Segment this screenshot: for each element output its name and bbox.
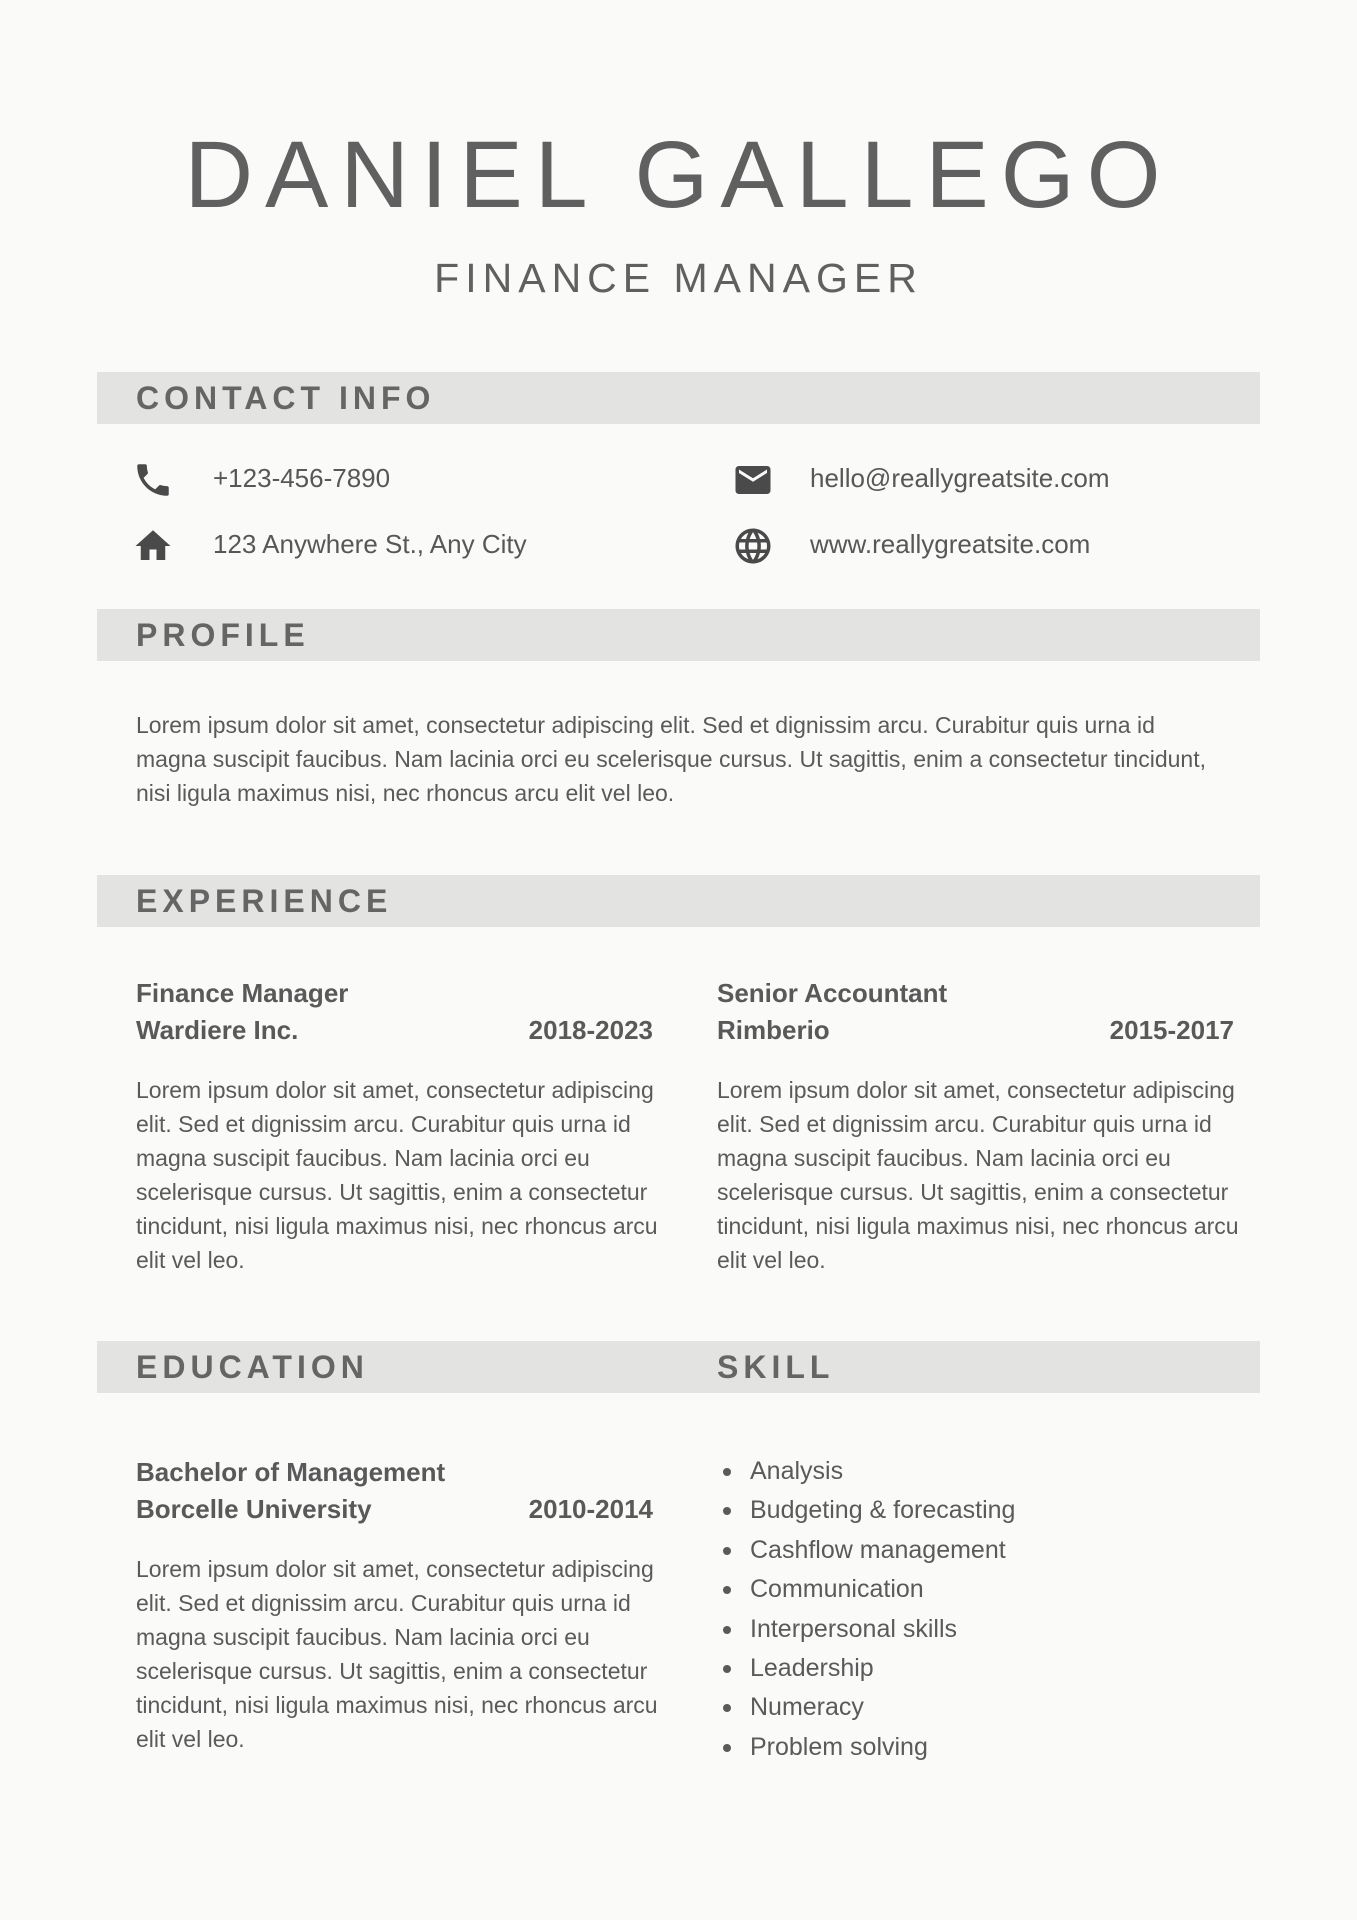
envelope-icon	[732, 459, 774, 501]
skill-item: Interpersonal skills	[717, 1610, 1015, 1649]
skill-item: Communication	[717, 1570, 1015, 1609]
bullet-icon	[723, 1468, 731, 1476]
home-icon	[132, 525, 174, 567]
bullet-icon	[723, 1704, 731, 1712]
bullet-icon	[723, 1547, 731, 1555]
website-text[interactable]: www.reallygreatsite.com	[810, 529, 1091, 559]
skill-item: Leadership	[717, 1649, 1015, 1688]
contact-heading: CONTACT INFO	[136, 380, 436, 416]
education-school: Borcelle University	[136, 1494, 372, 1524]
education-years: 2010-2014	[528, 1494, 653, 1524]
phone-text[interactable]: +123-456-7890	[213, 463, 391, 493]
contact-section-bar	[97, 372, 1260, 424]
bullet-icon	[723, 1665, 731, 1673]
skill-item: Analysis	[717, 1452, 1015, 1491]
bullet-icon	[723, 1586, 731, 1594]
skill-list	[717, 1452, 1015, 1767]
address-text: 123 Anywhere St., Any City	[213, 529, 527, 559]
experience-years-1: 2018-2023	[528, 1015, 653, 1045]
experience-description-1: Lorem ipsum dolor sit amet, consectetur adipiscing elit. Sed et dignissim arcu. Curabitur quis urna id magna suscipit faucibus. Nam lacinia orci eu scelerisque cursus. Ut sagittis, enim a consectetur tincidunt, nisi ligula maximus nisi, nec rhoncus arcu elit vel leo.	[136, 1077, 658, 1273]
experience-heading: EXPERIENCE	[136, 883, 393, 919]
skill-item: Budgeting & forecasting	[717, 1491, 1015, 1530]
resume-name: DANIEL GALLEGO	[184, 122, 1173, 228]
experience-description-2: Lorem ipsum dolor sit amet, consectetur adipiscing elit. Sed et dignissim arcu. Curabitur quis urna id magna suscipit faucibus. Nam lacinia orci eu scelerisque cursus. Ut sagittis, enim a consectetur tincidunt, nisi ligula maximus nisi, nec rhoncus arcu elit vel leo.	[717, 1077, 1239, 1273]
bullet-icon	[723, 1626, 731, 1634]
experience-company-2: Rimberio	[717, 1015, 830, 1045]
bullet-icon	[723, 1744, 731, 1752]
job-title: FINANCE MANAGER	[434, 255, 923, 301]
phone-icon	[132, 459, 174, 501]
education-description: Lorem ipsum dolor sit amet, consectetur adipiscing elit. Sed et dignissim arcu. Curabitur quis urna id magna suscipit faucibus. Nam lacinia orci eu scelerisque cursus. Ut sagittis, enim a consectetur tincidunt, nisi ligula maximus nisi, nec rhoncus arcu elit vel leo.	[136, 1556, 658, 1752]
experience-section-bar	[97, 875, 1260, 927]
skill-heading: SKILL	[717, 1349, 835, 1385]
profile-text: Lorem ipsum dolor sit amet, consectetur adipiscing elit. Sed et dignissim arcu. Curabitur quis urna id magna suscipit faucibus. Nam lacinia orci eu scelerisque cursus. Ut sagittis, enim a consectetur tincidunt, nisi ligula maximus nisi, nec rhoncus arcu elit vel leo.	[136, 712, 1206, 806]
profile-heading: PROFILE	[136, 617, 310, 653]
globe-icon	[732, 525, 774, 567]
email-text[interactable]: hello@reallygreatsite.com	[810, 463, 1110, 493]
education-heading: EDUCATION	[136, 1349, 369, 1385]
experience-role-1: Finance Manager	[136, 978, 349, 1008]
profile-section-bar	[97, 609, 1260, 661]
education-degree: Bachelor of Management	[136, 1457, 446, 1487]
experience-years-2: 2015-2017	[1109, 1015, 1234, 1045]
skill-item: Cashflow management	[717, 1531, 1015, 1570]
education-skill-section-bar	[97, 1341, 1260, 1393]
bullet-icon	[723, 1507, 731, 1515]
skill-item: Numeracy	[717, 1688, 1015, 1727]
experience-role-2: Senior Accountant	[717, 978, 948, 1008]
experience-company-1: Wardiere Inc.	[136, 1015, 299, 1045]
skill-item: Problem solving	[717, 1728, 1015, 1767]
